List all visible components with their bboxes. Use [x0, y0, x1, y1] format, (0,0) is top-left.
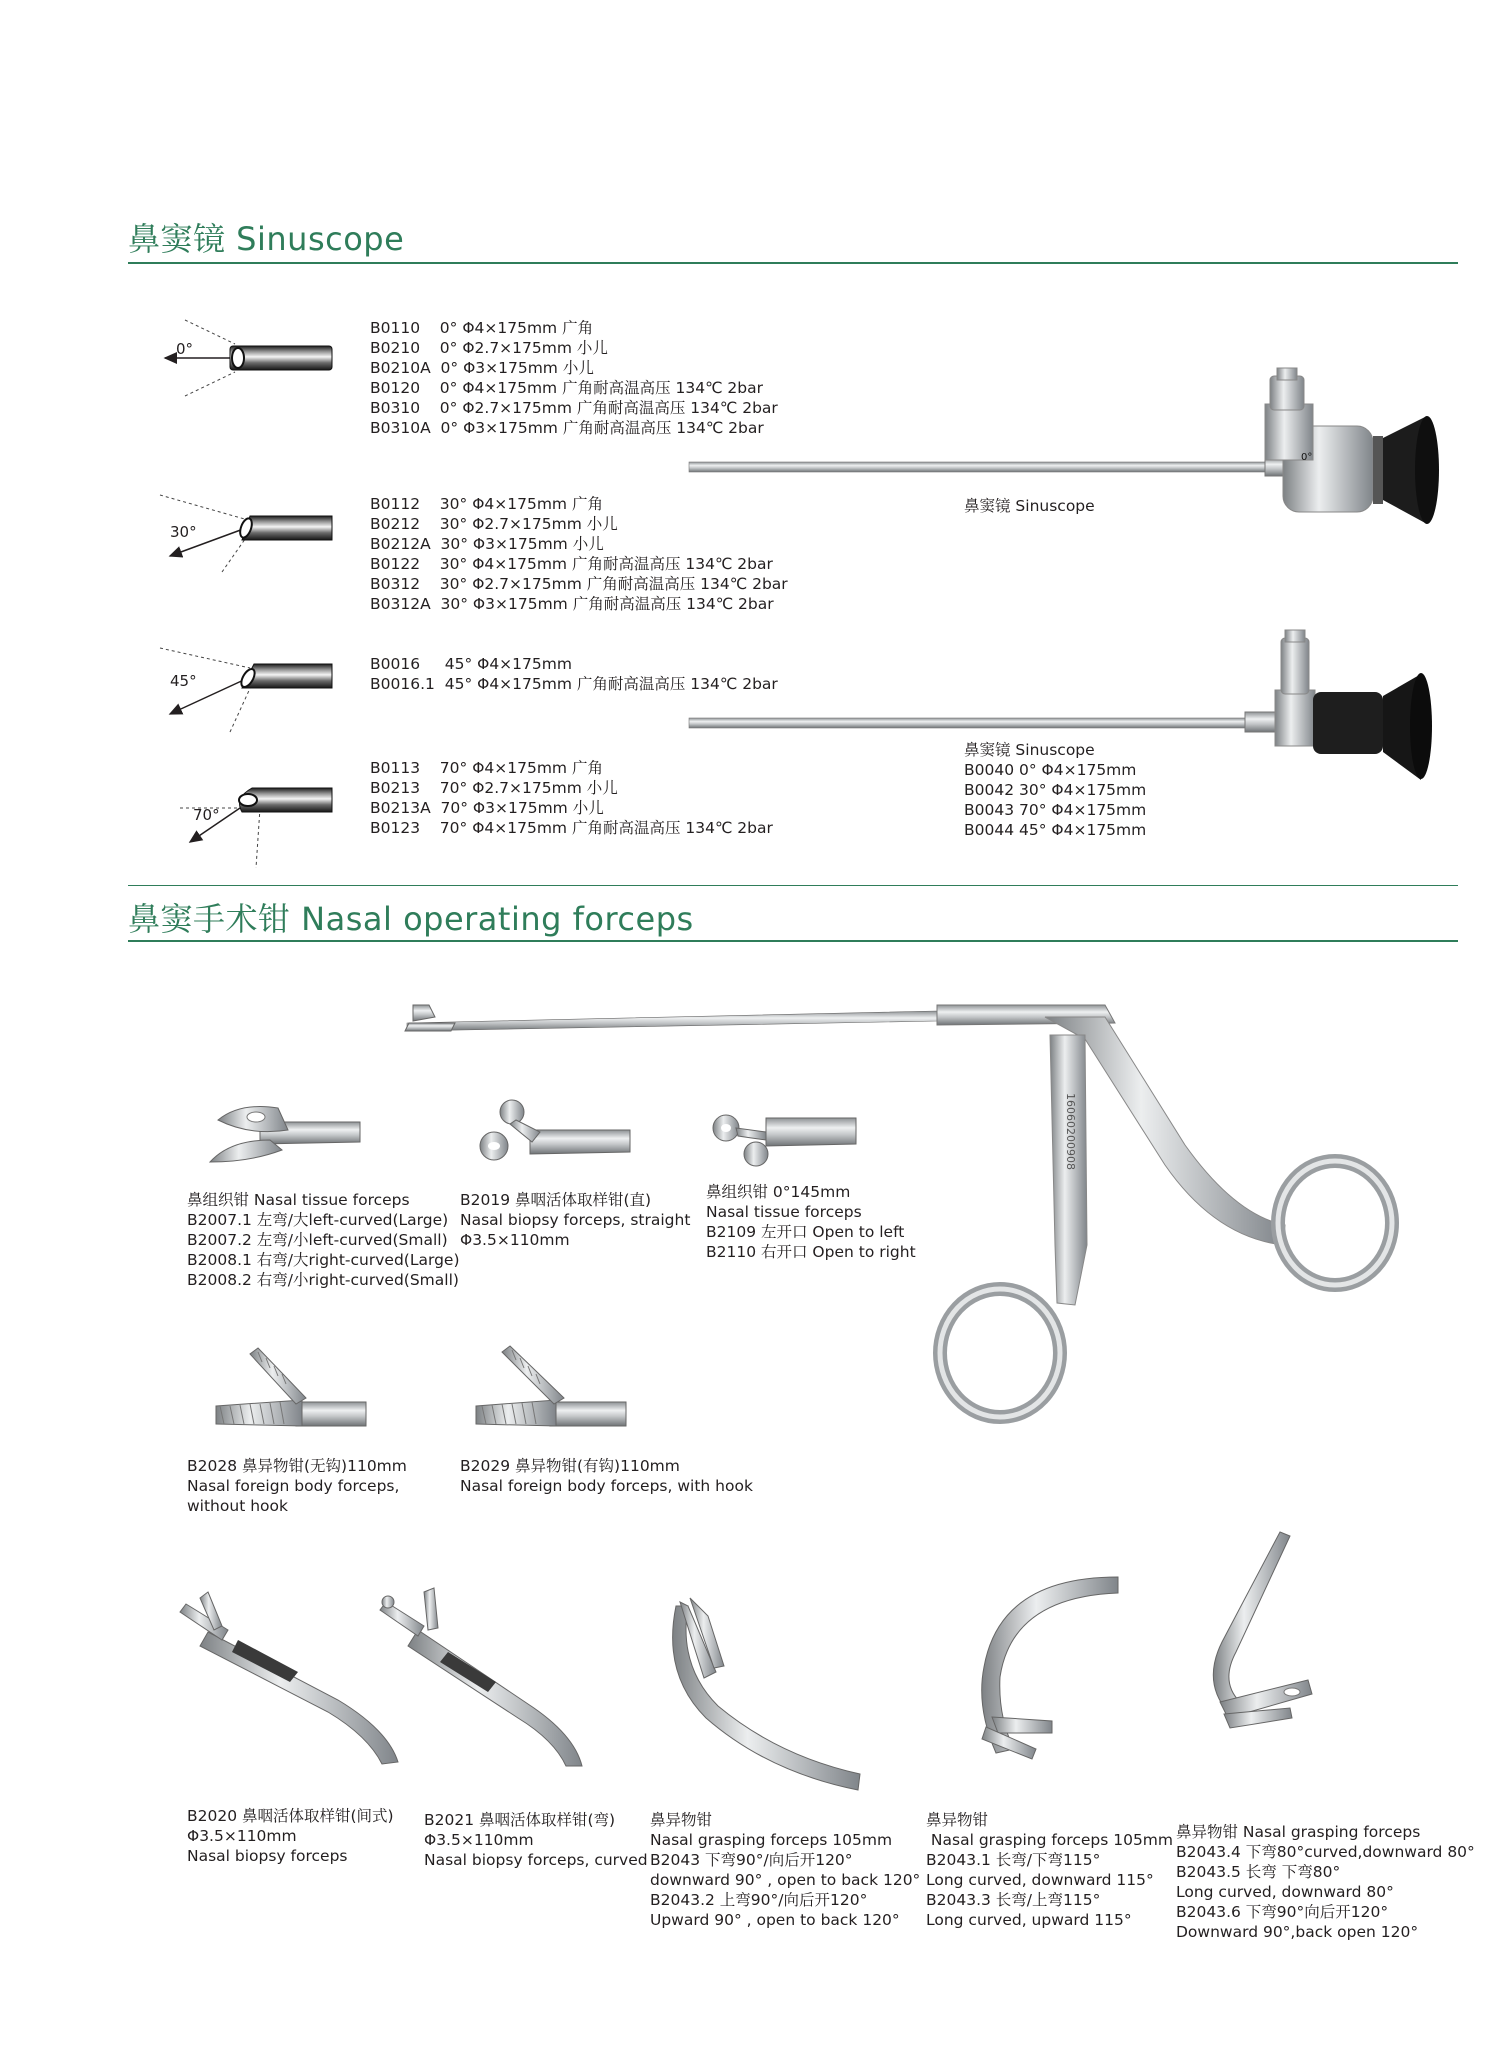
- caption-b2043-1: [926, 1810, 1173, 1930]
- caption-line: B0042 30° Φ4×175mm: [964, 781, 1147, 799]
- tip-diagram-0deg: [140, 318, 340, 408]
- caption-line: B2043.5 长弯 下弯80°: [1176, 1863, 1341, 1881]
- caption-line: Upward 90° , open to back 120°: [650, 1911, 900, 1929]
- list-item: B0122 30° Φ4×175mm 广角耐高温高压 134℃ 2bar: [370, 555, 773, 573]
- sinuscope-caption-1: 鼻窦镜 Sinuscope: [964, 497, 1095, 515]
- caption-line: B2019 鼻咽活体取样钳(直): [460, 1191, 652, 1209]
- forceps-image-b2007: [200, 1100, 360, 1172]
- caption-line: Nasal tissue forceps: [706, 1203, 862, 1221]
- list-item: B0212 30° Φ2.7×175mm 小儿: [370, 515, 618, 533]
- forceps-image-b2028: [210, 1340, 370, 1434]
- list-item: B0113 70° Φ4×175mm 广角: [370, 759, 603, 777]
- caption-line: B2020 鼻咽活体取样钳(间式): [187, 1807, 394, 1825]
- caption-line: Nasal biopsy forceps: [187, 1847, 348, 1865]
- caption-line: B2043.3 长弯/上弯115°: [926, 1891, 1101, 1909]
- forceps-image-b2109: [706, 1108, 866, 1170]
- forceps-top-divider: [128, 885, 1458, 886]
- caption-line: downward 90° , open to back 120°: [650, 1871, 921, 1889]
- caption-line: Nasal biopsy forceps, curved: [424, 1851, 648, 1869]
- caption-b2029: [460, 1456, 753, 1496]
- caption-b2020: [187, 1806, 394, 1866]
- sinuscope-caption-2: [964, 740, 1146, 840]
- angle-label-0: 0°: [176, 340, 194, 358]
- caption-b2028: [187, 1456, 407, 1516]
- list-item: B0016 45° Φ4×175mm: [370, 655, 572, 673]
- list-item: B0310A 0° Φ3×175mm 广角耐高温高压 134℃ 2bar: [370, 419, 764, 437]
- caption-line: Long curved, downward 80°: [1176, 1883, 1394, 1901]
- caption-line: B2109 左开口 Open to left: [706, 1223, 905, 1241]
- main-forceps-marking: 16060200908: [1064, 1093, 1077, 1170]
- caption-line: B2043 下弯90°/向后开120°: [650, 1851, 853, 1869]
- list-item: B0210A 0° Φ3×175mm 小儿: [370, 359, 594, 377]
- caption-line: Nasal grasping forceps 105mm: [650, 1831, 893, 1849]
- list-item: B0210 0° Φ2.7×175mm 小儿: [370, 339, 608, 357]
- list-item: B0110 0° Φ4×175mm 广角: [370, 319, 594, 337]
- caption-line: B2029 鼻异物钳(有钩)110mm: [460, 1457, 680, 1475]
- sinuscope-section-title: 鼻窦镜 Sinuscope: [128, 220, 405, 258]
- caption-b2019: [460, 1190, 690, 1250]
- caption-line: B0040 0° Φ4×175mm: [964, 761, 1137, 779]
- caption-line: B2008.1 右弯/大right-curved(Large): [187, 1251, 460, 1269]
- caption-line: B2043.6 下弯90°向后开120°: [1176, 1903, 1389, 1921]
- forceps-image-b2043: [658, 1596, 864, 1786]
- list-item: B0213A 70° Φ3×175mm 小儿: [370, 799, 604, 817]
- caption-line: B2021 鼻咽活体取样钳(弯): [424, 1811, 616, 1829]
- forceps-image-b2043-4: [1180, 1532, 1330, 1752]
- caption-line: Φ3.5×110mm: [424, 1831, 534, 1849]
- caption-b2021: [424, 1810, 648, 1870]
- caption-line: B2007.1 左弯/大left-curved(Large): [187, 1211, 449, 1229]
- angle-label-30: 30°: [170, 523, 197, 541]
- forceps-image-b2043-1: [952, 1567, 1122, 1767]
- forceps-image-b2020: [178, 1590, 403, 1765]
- angle-label-70: 70°: [193, 806, 220, 824]
- forceps-title-divider: [128, 940, 1458, 942]
- list-item: B0120 0° Φ4×175mm 广角耐高温高压 134℃ 2bar: [370, 379, 764, 397]
- list-item: B0312A 30° Φ3×175mm 广角耐高温高压 134℃ 2bar: [370, 595, 774, 613]
- caption-line: Nasal foreign body forceps, with hook: [460, 1477, 753, 1495]
- list-item: B0310 0° Φ2.7×175mm 广角耐高温高压 134℃ 2bar: [370, 399, 778, 417]
- caption-line: Nasal foreign body forceps,: [187, 1477, 400, 1495]
- caption-line: 鼻异物钳 Nasal grasping forceps: [1176, 1823, 1421, 1841]
- list-item: B0212A 30° Φ3×175mm 小儿: [370, 535, 604, 553]
- list-item: B0312 30° Φ2.7×175mm 广角耐高温高压 134℃ 2bar: [370, 575, 788, 593]
- caption-line: B2043.2 上弯90°/向后开120°: [650, 1891, 868, 1909]
- caption-line: Φ3.5×110mm: [187, 1827, 297, 1845]
- caption-line: Downward 90°,back open 120°: [1176, 1923, 1419, 1941]
- scope1-angle-mark: 0°: [1301, 452, 1313, 463]
- caption-line: 鼻异物钳: [926, 1811, 989, 1829]
- caption-line: Φ3.5×110mm: [460, 1231, 570, 1249]
- list-item: B0112 30° Φ4×175mm 广角: [370, 495, 603, 513]
- caption-b2109: [706, 1182, 916, 1262]
- caption-line: Long curved, downward 115°: [926, 1871, 1154, 1889]
- forceps-section-title: 鼻窦手术钳 Nasal operating forceps: [128, 900, 694, 938]
- caption-line: 鼻组织钳 Nasal tissue forceps: [187, 1191, 410, 1209]
- caption-b2007: [187, 1190, 460, 1290]
- list-item: B0213 70° Φ2.7×175mm 小儿: [370, 779, 618, 797]
- caption-line: Long curved, upward 115°: [926, 1911, 1132, 1929]
- forceps-image-b2029: [470, 1340, 630, 1434]
- caption-line: B0043 70° Φ4×175mm: [964, 801, 1147, 819]
- caption-line: 鼻异物钳: [650, 1811, 713, 1829]
- list-item: B0123 70° Φ4×175mm 广角耐高温高压 134℃ 2bar: [370, 819, 773, 837]
- caption-line: B2043.1 长弯/下弯115°: [926, 1851, 1101, 1869]
- caption-b2043: [650, 1810, 920, 1930]
- caption-line: without hook: [187, 1497, 288, 1515]
- tip-diagram-45deg: [150, 640, 350, 740]
- caption-line: B0044 45° Φ4×175mm: [964, 821, 1147, 839]
- caption-line: B2028 鼻异物钳(无钩)110mm: [187, 1457, 407, 1475]
- caption-line: B2043.4 下弯80°curved,downward 80°: [1176, 1843, 1475, 1861]
- list-item: B0016.1 45° Φ4×175mm 广角耐高温高压 134℃ 2bar: [370, 675, 778, 693]
- caption-line: 鼻组织钳 0°145mm: [706, 1183, 851, 1201]
- caption-line: 鼻窦镜 Sinuscope: [964, 741, 1095, 759]
- caption-line: Nasal grasping forceps 105mm: [926, 1831, 1174, 1849]
- caption-line: B2007.2 左弯/小left-curved(Small): [187, 1231, 448, 1249]
- angle-label-45: 45°: [170, 672, 197, 690]
- forceps-image-b2021: [378, 1588, 598, 1768]
- forceps-image-b2019: [470, 1096, 630, 1172]
- caption-line: B2110 右开口 Open to right: [706, 1243, 916, 1261]
- caption-line: B2008.2 右弯/小right-curved(Small): [187, 1271, 459, 1289]
- caption-line: Nasal biopsy forceps, straight: [460, 1211, 691, 1229]
- tip-diagram-70deg: [160, 768, 360, 878]
- sinuscope-title-divider: [128, 262, 1458, 264]
- caption-b2043-4: [1176, 1822, 1475, 1942]
